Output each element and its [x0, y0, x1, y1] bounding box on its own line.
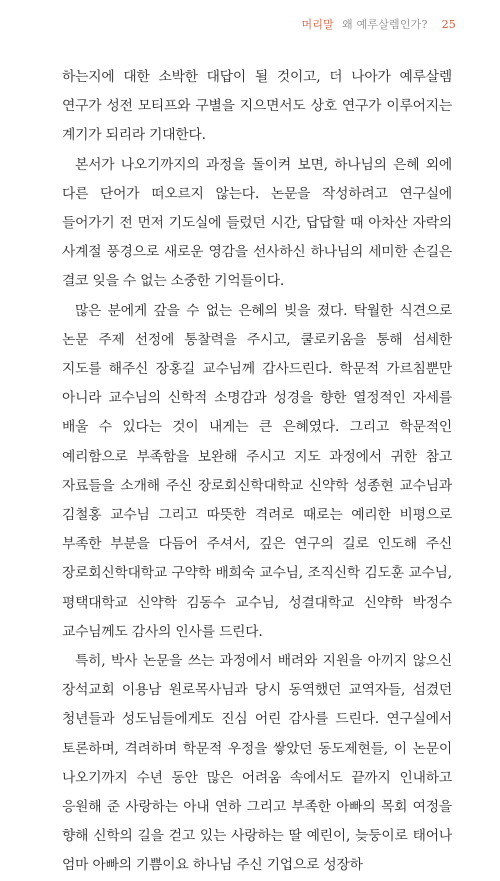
paragraph-church-family: 특히, 박사 논문을 쓰는 과정에서 배려와 지원을 아끼지 않으신 장석교회 이용남 원로목사님과 당시 동역했던 교역자들, 섬겼던 청년들과 성도님들에게도 진심 어린 감사를 드린다. 연구실에서 토론하며, 격려하며 학문적 우정을 쌓았던 동도제현들, 이 논문이 나오기까지 수년 동안 많은 어려움 속에서도 끝까지 인내하고 응원해 준 사랑하는 아내 연하 그리고 부족한 아빠의 목회 여정을 향해 신학의 길을 걷고 있는 사랑하는 딸 예린이, 늦둥이로 태어나 엄마 아빠의 기쁨이요 하나님 주신 기업으로 성장하 [62, 653, 452, 874]
paragraph-grace: 본서가 나오기까지의 과정을 돌이켜 보면, 하나님의 은혜 외에 다른 단어가 떠오르지 않는다. 논문을 작성하려고 연구실에 들어가기 전 먼저 기도실에 들렀던 시간, 답답할 때 아차산 자락의 사계절 풍경으로 새로운 영감을 선사하신 하나님의 세미한 손길은 결코 잊을 수 없는 소중한 기억들이다. [62, 156, 452, 290]
paragraph-continued: 하는지에 대한 소박한 대답이 될 것이고, 더 나아가 예루살렘 연구가 성전 모티프와 구별을 지으면서도 상호 연구가 이루어지는 계기가 되리라 기대한다. [62, 69, 452, 144]
paragraph-professors: 많은 분에게 갚을 수 없는 은혜의 빚을 졌다. 탁월한 식견으로 논문 주제 선정에 통찰력을 주시고, 쿨로키움을 통해 섬세한 지도를 해주신 장홍길 교수님께 감사드린다. 학문적 가르침뿐만 아니라 교수님의 신학적 소명감과 성경을 향한 열정적인 자세를 배울 수 있다는 것이 내게는 큰 은혜였다. 그리고 학문적인 예리함으로 부족함을 보완해 주시고 지도 과정에서 귀한 참고 자료들을 소개해 주신 장로회신학대학교 신약학 성종현 교수님과 김철홍 교수님 그리고 따뜻한 격려로 때로는 예리한 비평으로 부족한 부분을 다듬어 주셔서, 깊은 연구의 길로 인도해 주신 장로회신학대학교 구약학 배희숙 교수님, 조직신학 김도훈 교수님, 평택대학교 신약학 김동수 교수님, 성결대학교 신약학 박정수 교수님께도 감사의 인사를 드린다. [62, 302, 452, 640]
running-header [302, 16, 456, 32]
header-chapter-title: 왜 예루살렘인가? [342, 18, 428, 31]
page-number: 25 [441, 18, 456, 31]
header-section-label: 머리말 [301, 18, 335, 31]
body-text [62, 63, 452, 881]
